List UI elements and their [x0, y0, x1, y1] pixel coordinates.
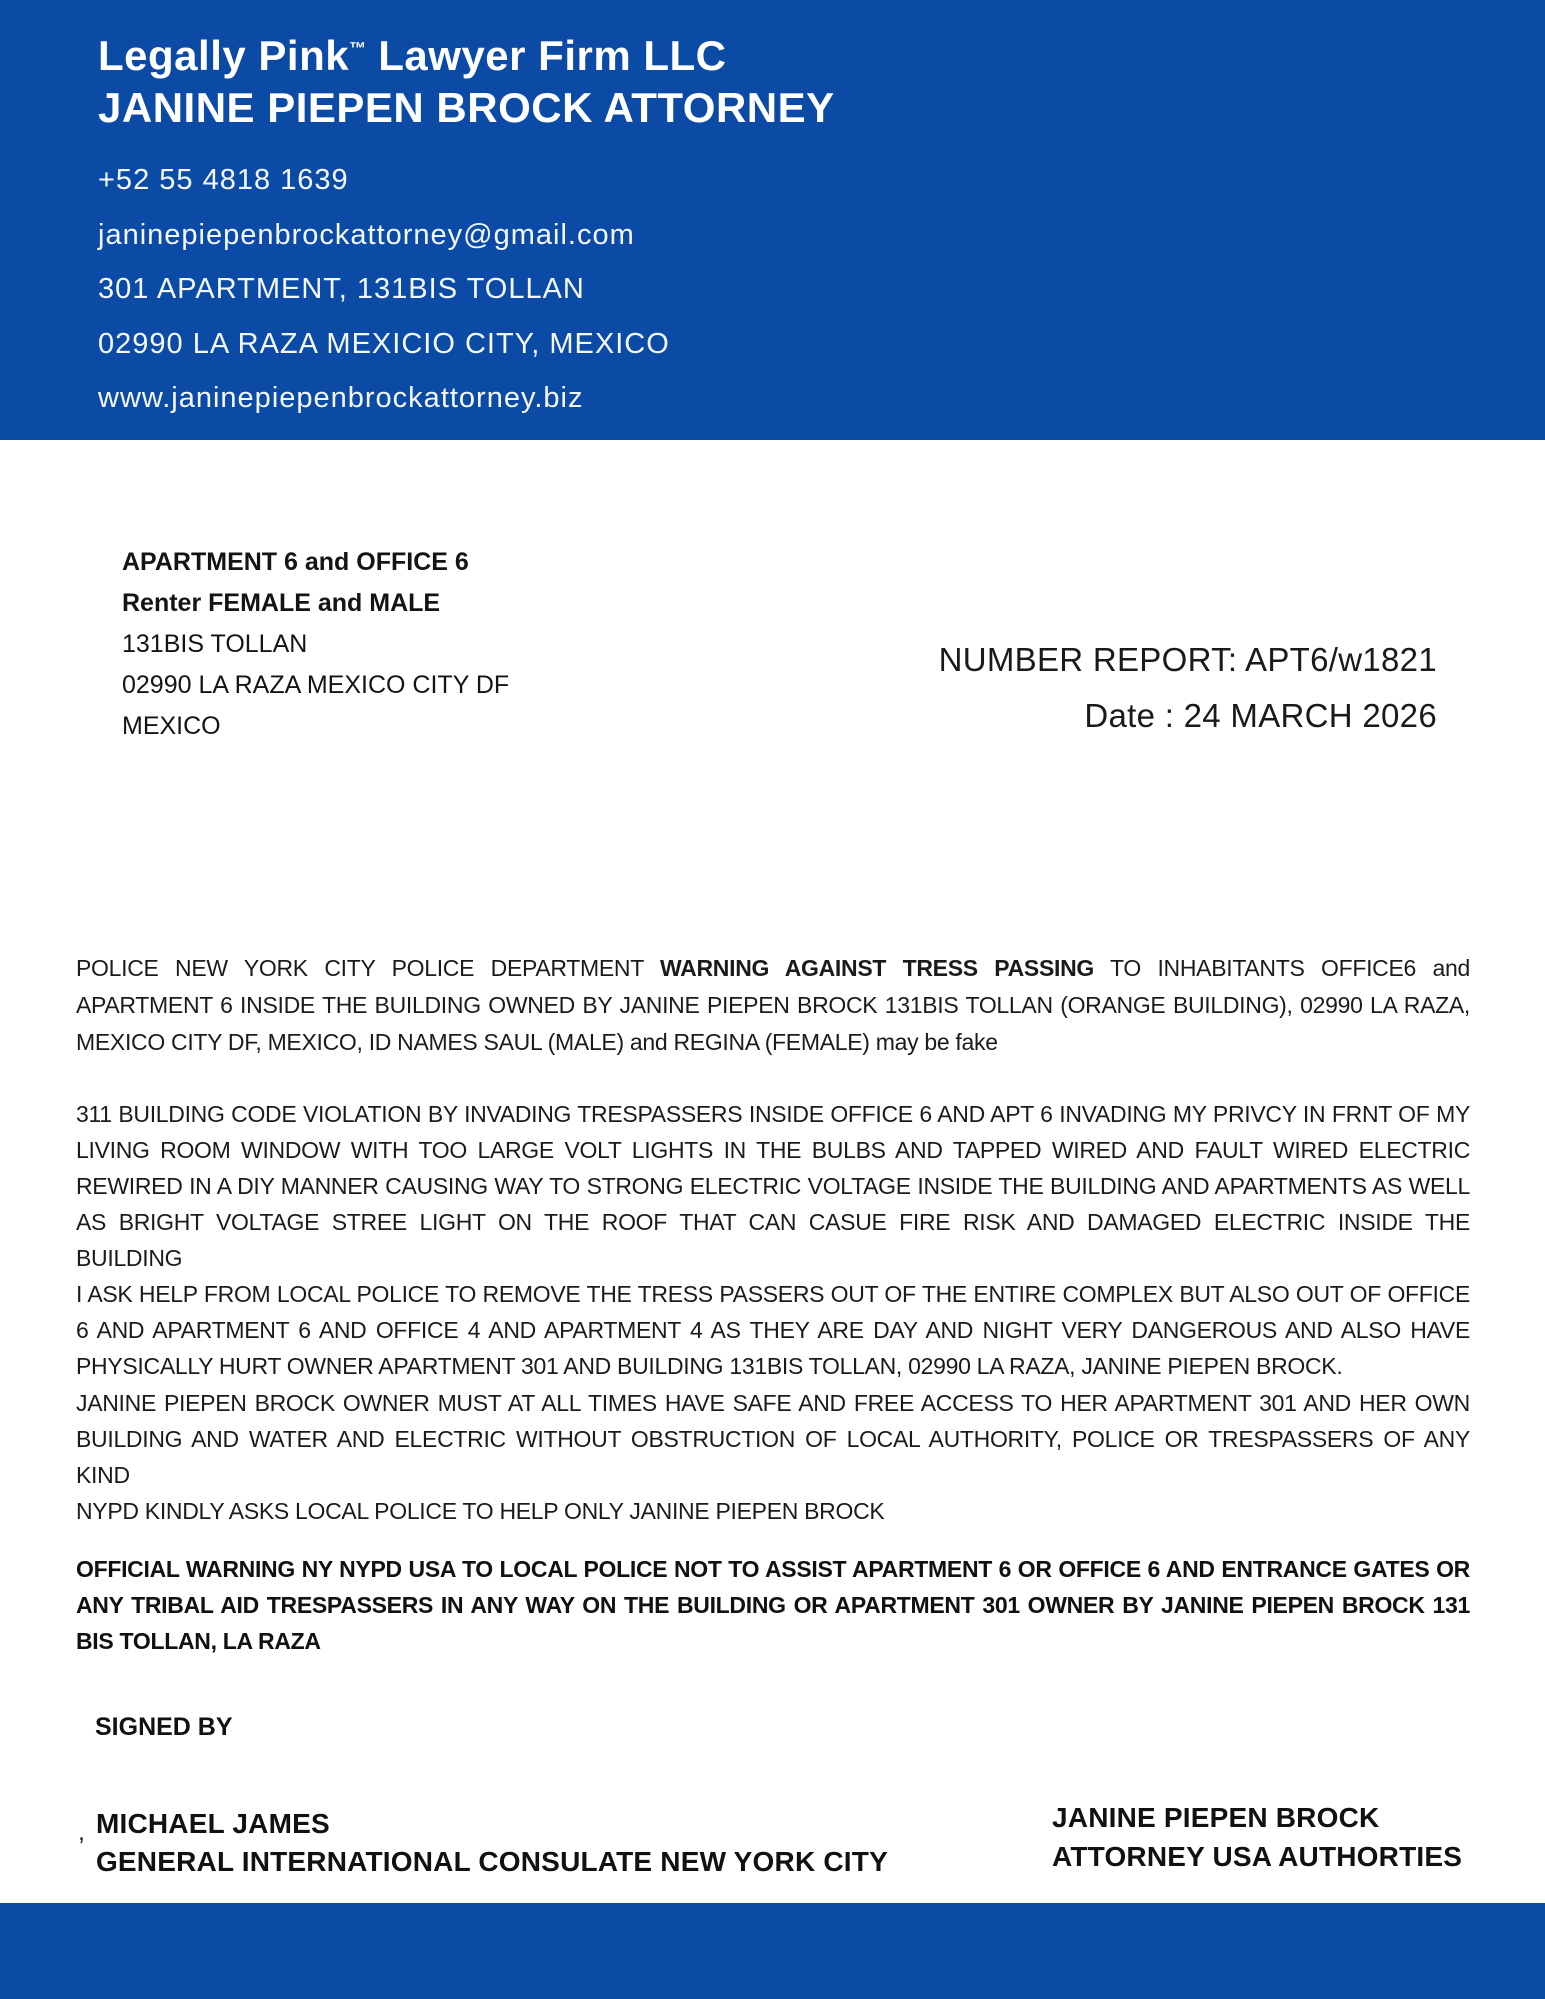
signature-left: [78, 1805, 888, 1881]
p1-rest-text: TO INHABITANTS OFFICE6 and APARTMENT 6 INSIDE THE BUILDING OWNED BY JANINE PIEPEN BROCK 131BIS TOLLAN (ORANGE BUILDING), 02990 LA RAZA, MEXICO CITY DF, MEXICO, ID NAMES SAUL (MALE) and REGINA (FEMALE) may be fake: [76, 955, 1470, 1055]
street-address: 301 APARTMENT, 131BIS TOLLAN: [98, 273, 585, 305]
report-date: Date : 24 MARCH 2026: [1084, 697, 1437, 734]
footer-band: [0, 1903, 1545, 1999]
firm-name: [98, 24, 1505, 81]
signature-left-block: [96, 1805, 888, 1881]
trademark-symbol: ™: [349, 39, 367, 58]
website-url: www.janinepiepenbrockattorney.biz: [98, 382, 584, 414]
signature-right: [1052, 1798, 1462, 1876]
report-number: NUMBER REPORT: APT6/w1821: [938, 641, 1437, 678]
p1-lead-text: POLICE NEW YORK CITY POLICE DEPARTMENT: [76, 955, 661, 981]
signature-mark: ,: [78, 1818, 85, 1846]
city-address: 02990 LA RAZA MEXICIO CITY, MEXICO: [98, 327, 670, 360]
recipient-renter: Renter FEMALE and MALE: [122, 589, 441, 617]
phone-number: +52 55 4818 1639: [98, 164, 349, 196]
firm-name-text: Legally Pink: [98, 32, 350, 79]
contact-info: [98, 153, 1505, 426]
signed-by-label: SIGNED BY: [95, 1713, 233, 1741]
paragraph-warning-intro: [76, 950, 1470, 1061]
signer-name-left: MICHAEL JAMES: [95, 1808, 330, 1839]
p3-access-text: JANINE PIEPEN BROCK OWNER MUST AT ALL TIMES HAVE SAFE AND FREE ACCESS TO HER APARTMENT 301 AND HER OWN BUILDING AND WATER AND ELECTRIC WITHOUT OBSTRUCTION OF LOCAL AUTHORITY, POLICE OR TRESPASSERS OF ANY KIND: [76, 1390, 1470, 1488]
recipient-street: 131BIS TOLLAN: [122, 630, 308, 658]
p2-help-request-text: I ASK HELP FROM LOCAL POLICE TO REMOVE THE TRESS PASSERS OUT OF THE ENTIRE COMPLEX BUT ALSO OUT OF OFFICE 6 AND APARTMENT 6 AND OFFICE 4 AND APARTMENT 4 AS THEY ARE DAY AND NIGHT VERY DANGEROUS AND ALSO HAVE PHYSICALLY HURT OWNER APARTMENT 301 AND BUILDING 131BIS TOLLAN, 02990 LA RAZA, JANINE PIEPEN BROCK.: [76, 1281, 1470, 1379]
recipient-country: MEXICO: [122, 712, 221, 740]
recipient-city: 02990 LA RAZA MEXICO CITY DF: [122, 671, 510, 699]
recipient-unit: APARTMENT 6 and OFFICE 6: [122, 548, 469, 576]
signer-title-right: ATTORNEY USA AUTHORTIES: [1052, 1841, 1463, 1872]
firm-name-suffix: Lawyer Firm LLC: [366, 32, 727, 79]
paragraph-violation: [76, 1096, 1470, 1384]
paragraph-official-warning: OFFICIAL WARNING NY NYPD USA TO LOCAL POLICE NOT TO ASSIST APARTMENT 6 OR OFFICE 6 AND ENTRANCE GATES OR ANY TRIBAL AID TRESPASSERS IN ANY WAY ON THE BUILDING OR APARTMENT 301 OWNER BY JANINE PIEPEN BROCK 131 BIS TOLLAN, LA RAZA: [76, 1556, 1470, 1654]
recipient-block: [122, 542, 509, 747]
letterhead: [0, 0, 1545, 440]
email-address: janinepiepenbrockattorney@gmail.com: [98, 218, 635, 251]
signer-title-left: GENERAL INTERNATIONAL CONSULATE NEW YORK CITY: [95, 1846, 888, 1877]
report-meta: [939, 640, 1437, 736]
signer-name-right: JANINE PIEPEN BROCK: [1052, 1802, 1380, 1833]
p3-nypd-text: NYPD KINDLY ASKS LOCAL POLICE TO HELP ONLY JANINE PIEPEN BROCK: [76, 1498, 885, 1524]
p1-warning-bold-text: WARNING AGAINST TRESS PASSING: [660, 955, 1094, 981]
p2-violation-text: 311 BUILDING CODE VIOLATION BY INVADING TRESPASSERS INSIDE OFFICE 6 AND APT 6 INVADING MY PRIVCY IN FRNT OF MY LIVING ROOM WINDOW WITH TOO LARGE VOLT LIGHTS IN THE BULBS AND TAPPED WIRED AND FAULT WIRED ELECTRIC REWIRED IN A DIY MANNER CAUSING WAY TO STRONG ELECTRIC VOLTAGE INSIDE THE BUILDING AND APARTMENTS AS WELL AS BRIGHT VOLTAGE STREE LIGHT ON THE ROOF THAT CAN CASUE FIRE RISK AND DAMAGED ELECTRIC INSIDE THE BUILDING: [76, 1101, 1470, 1271]
paragraph-access: [76, 1385, 1470, 1529]
attorney-name: JANINE PIEPEN BROCK ATTORNEY: [98, 84, 835, 131]
